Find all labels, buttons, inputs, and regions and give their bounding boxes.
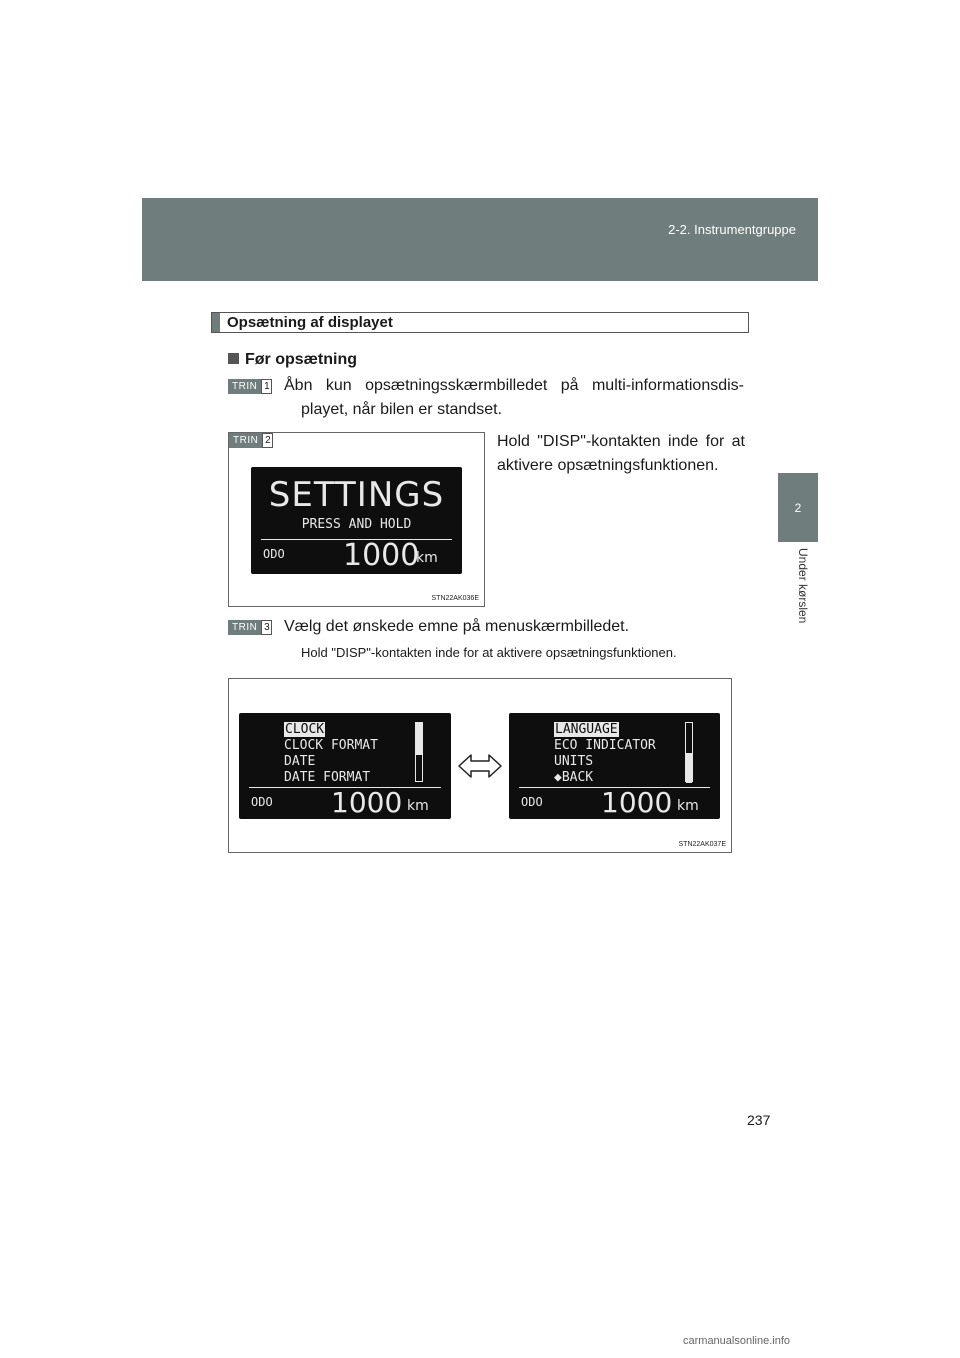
menu-item-back-label: BACK — [561, 770, 594, 785]
square-bullet-icon — [228, 353, 239, 364]
step-2-line-2: aktivere opsætningsfunktionen. — [497, 457, 719, 474]
menu-item: UNITS — [554, 754, 594, 769]
step-3-text: Vælg det ønskede emne på menuskærmbilledet. — [284, 618, 630, 635]
section-title: Opsætning af displayet — [227, 314, 393, 331]
double-arrow-icon — [457, 753, 503, 779]
odo-value: 1000 — [331, 786, 403, 819]
page-number: 237 — [747, 1112, 771, 1128]
menu-item-selected: CLOCK — [285, 722, 325, 737]
odo-unit: km — [677, 798, 699, 814]
odo-unit: km — [407, 798, 429, 814]
odo-label: ODO — [263, 547, 285, 561]
subheading — [228, 351, 357, 369]
step-badge-3 — [228, 620, 272, 635]
figure-settings — [228, 432, 485, 607]
step-badge-2 — [229, 433, 273, 448]
step-3-note: Hold "DISP"-kontakten inde for at aktivere opsætningsfunktionen. — [301, 645, 677, 660]
step-number: 2 — [262, 433, 273, 448]
menu-item-back — [554, 770, 593, 785]
step-word: TRIN — [228, 620, 261, 635]
chapter-tab — [778, 473, 818, 542]
footer-watermark: carmanualsonline.info — [683, 1335, 791, 1347]
settings-title: SETTINGS — [268, 475, 445, 515]
back-arrow-icon: ◆ — [554, 770, 562, 785]
header-band — [142, 198, 818, 281]
step-word: TRIN — [229, 433, 262, 448]
settings-subtitle: PRESS AND HOLD — [301, 517, 412, 532]
settings-screen — [251, 467, 462, 574]
scrollbar — [415, 722, 423, 782]
section-title-box — [211, 312, 749, 333]
menu-item-selected: LANGUAGE — [555, 722, 618, 737]
step-number: 3 — [261, 620, 272, 635]
step-word: TRIN — [228, 379, 261, 394]
menu-screen-left — [239, 713, 451, 819]
chapter-number: 2 — [794, 500, 802, 515]
odo-unit: km — [416, 550, 438, 566]
menu-screen-right — [509, 713, 720, 819]
menu-item: CLOCK FORMAT — [284, 738, 378, 753]
odo-label: ODO — [251, 795, 273, 809]
menu-item: DATE FORMAT — [284, 770, 371, 785]
scrollbar-thumb — [416, 723, 422, 755]
odo-label: ODO — [521, 795, 543, 809]
figure-menu-screens — [228, 678, 732, 853]
menu-item: DATE — [284, 754, 316, 769]
section-reference: 2-2. Instrumentgruppe — [668, 222, 796, 237]
section-title-accent — [212, 313, 220, 332]
subheading-text: Før opsætning — [245, 351, 357, 368]
step-badge-1 — [228, 379, 272, 394]
menu-item: ECO INDICATOR — [554, 738, 656, 753]
figure-code: STN22AK036E — [431, 595, 479, 602]
chapter-label: Under kørslen — [796, 548, 810, 624]
step-number: 1 — [261, 379, 272, 394]
step-1-line-1: Åbn kun opsætningsskærmbilledet på multi-informationsdis- — [284, 377, 744, 394]
step-1-line-2: playet, når bilen er standset. — [301, 401, 503, 418]
scrollbar-thumb — [686, 753, 692, 783]
step-2-line-1: Hold "DISP"-kontakten inde for at — [497, 433, 745, 450]
odo-value: 1000 — [343, 538, 420, 573]
odo-value: 1000 — [601, 786, 673, 819]
scrollbar — [685, 722, 693, 782]
figure-code: STN22AK037E — [678, 841, 726, 848]
